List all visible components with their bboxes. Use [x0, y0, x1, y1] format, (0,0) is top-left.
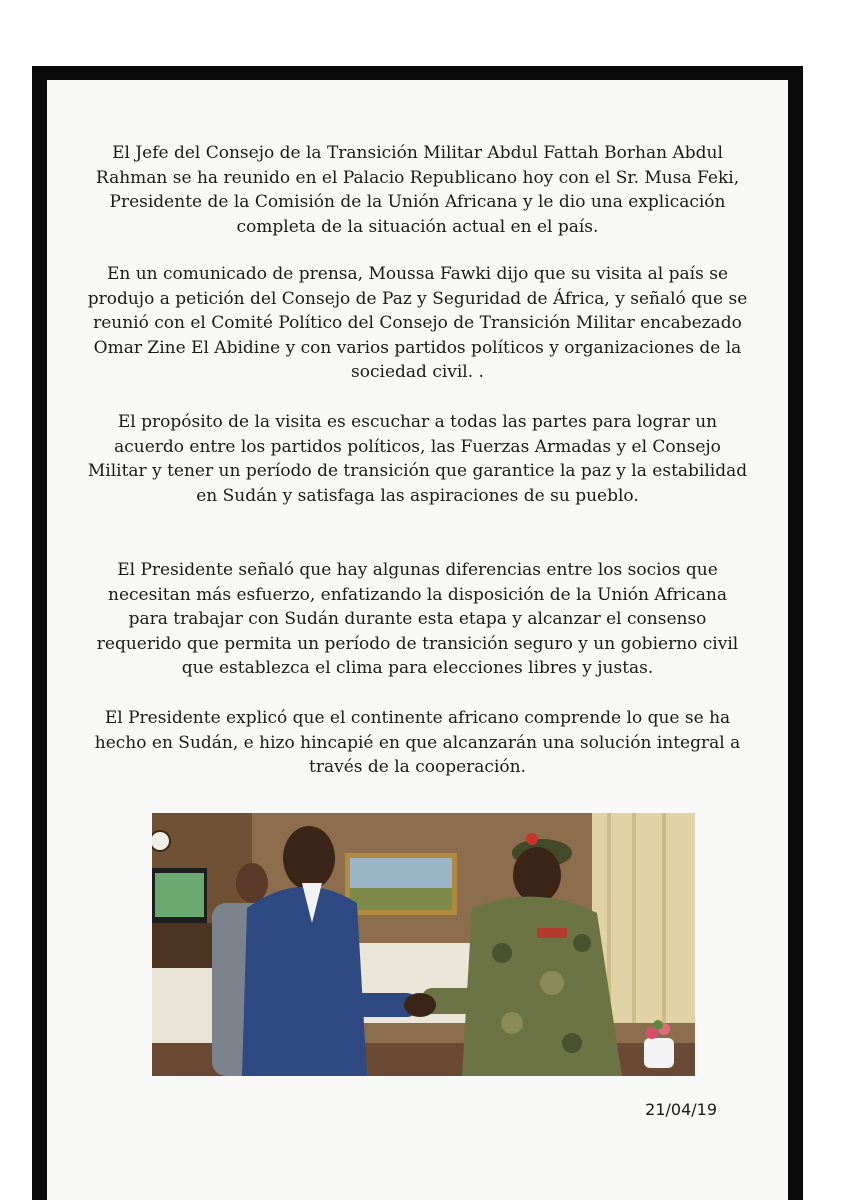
paragraph-differences: El Presidente señaló que hay algunas diferencias entre los socios que necesitan más esfuerzo, enfatizando la disposición de la Unión Africana para trabajar con Sudán durante esta etapa y alcanzar el consenso requerido que permita un período de transición seguro y un gobierno civil que establezca el clima para elecciones libres y justas.: [96, 560, 739, 678]
document-sheet: [47, 80, 788, 1200]
paragraph-continent: El Presidente explicó que el continente africano comprende lo que se ha hecho en Sudán, e hizo hincapié en que alcanzarán una solución integral a través de la cooperación.: [94, 708, 741, 777]
paragraph-meeting: El Jefe del Consejo de la Transición Militar Abdul Fattah Borhan Abdul Rahman se ha reunido en el Palacio Republicano hoy con el Sr. Musa Feki, Presidente de la Comisión de la Unión Africana y le dio una explicación completa de la situación actual en el país.: [95, 143, 740, 237]
paragraph-press-release: En un comunicado de prensa, Moussa Fawki dijo que su visita al país se produjo a petición del Consejo de Paz y Seguridad de África, y señaló que se reunió con el Comité Político del Consejo de Transición Militar encabezado Omar Zine El Abidine y con varios partidos políticos y organizaciones de la sociedad civil. .: [87, 264, 748, 382]
document-date: 21/04/19: [645, 1100, 717, 1119]
paragraph-purpose: El propósito de la visita es escuchar a todas las partes para lograr un acuerdo entre los partidos políticos, las Fuerzas Armadas y el Consejo Militar y tener un período de transición que garantice la paz y la estabilidad en Sudán y satisfaga las aspiraciones de su pueblo.: [87, 412, 748, 506]
handshake-photo: [152, 813, 695, 1076]
